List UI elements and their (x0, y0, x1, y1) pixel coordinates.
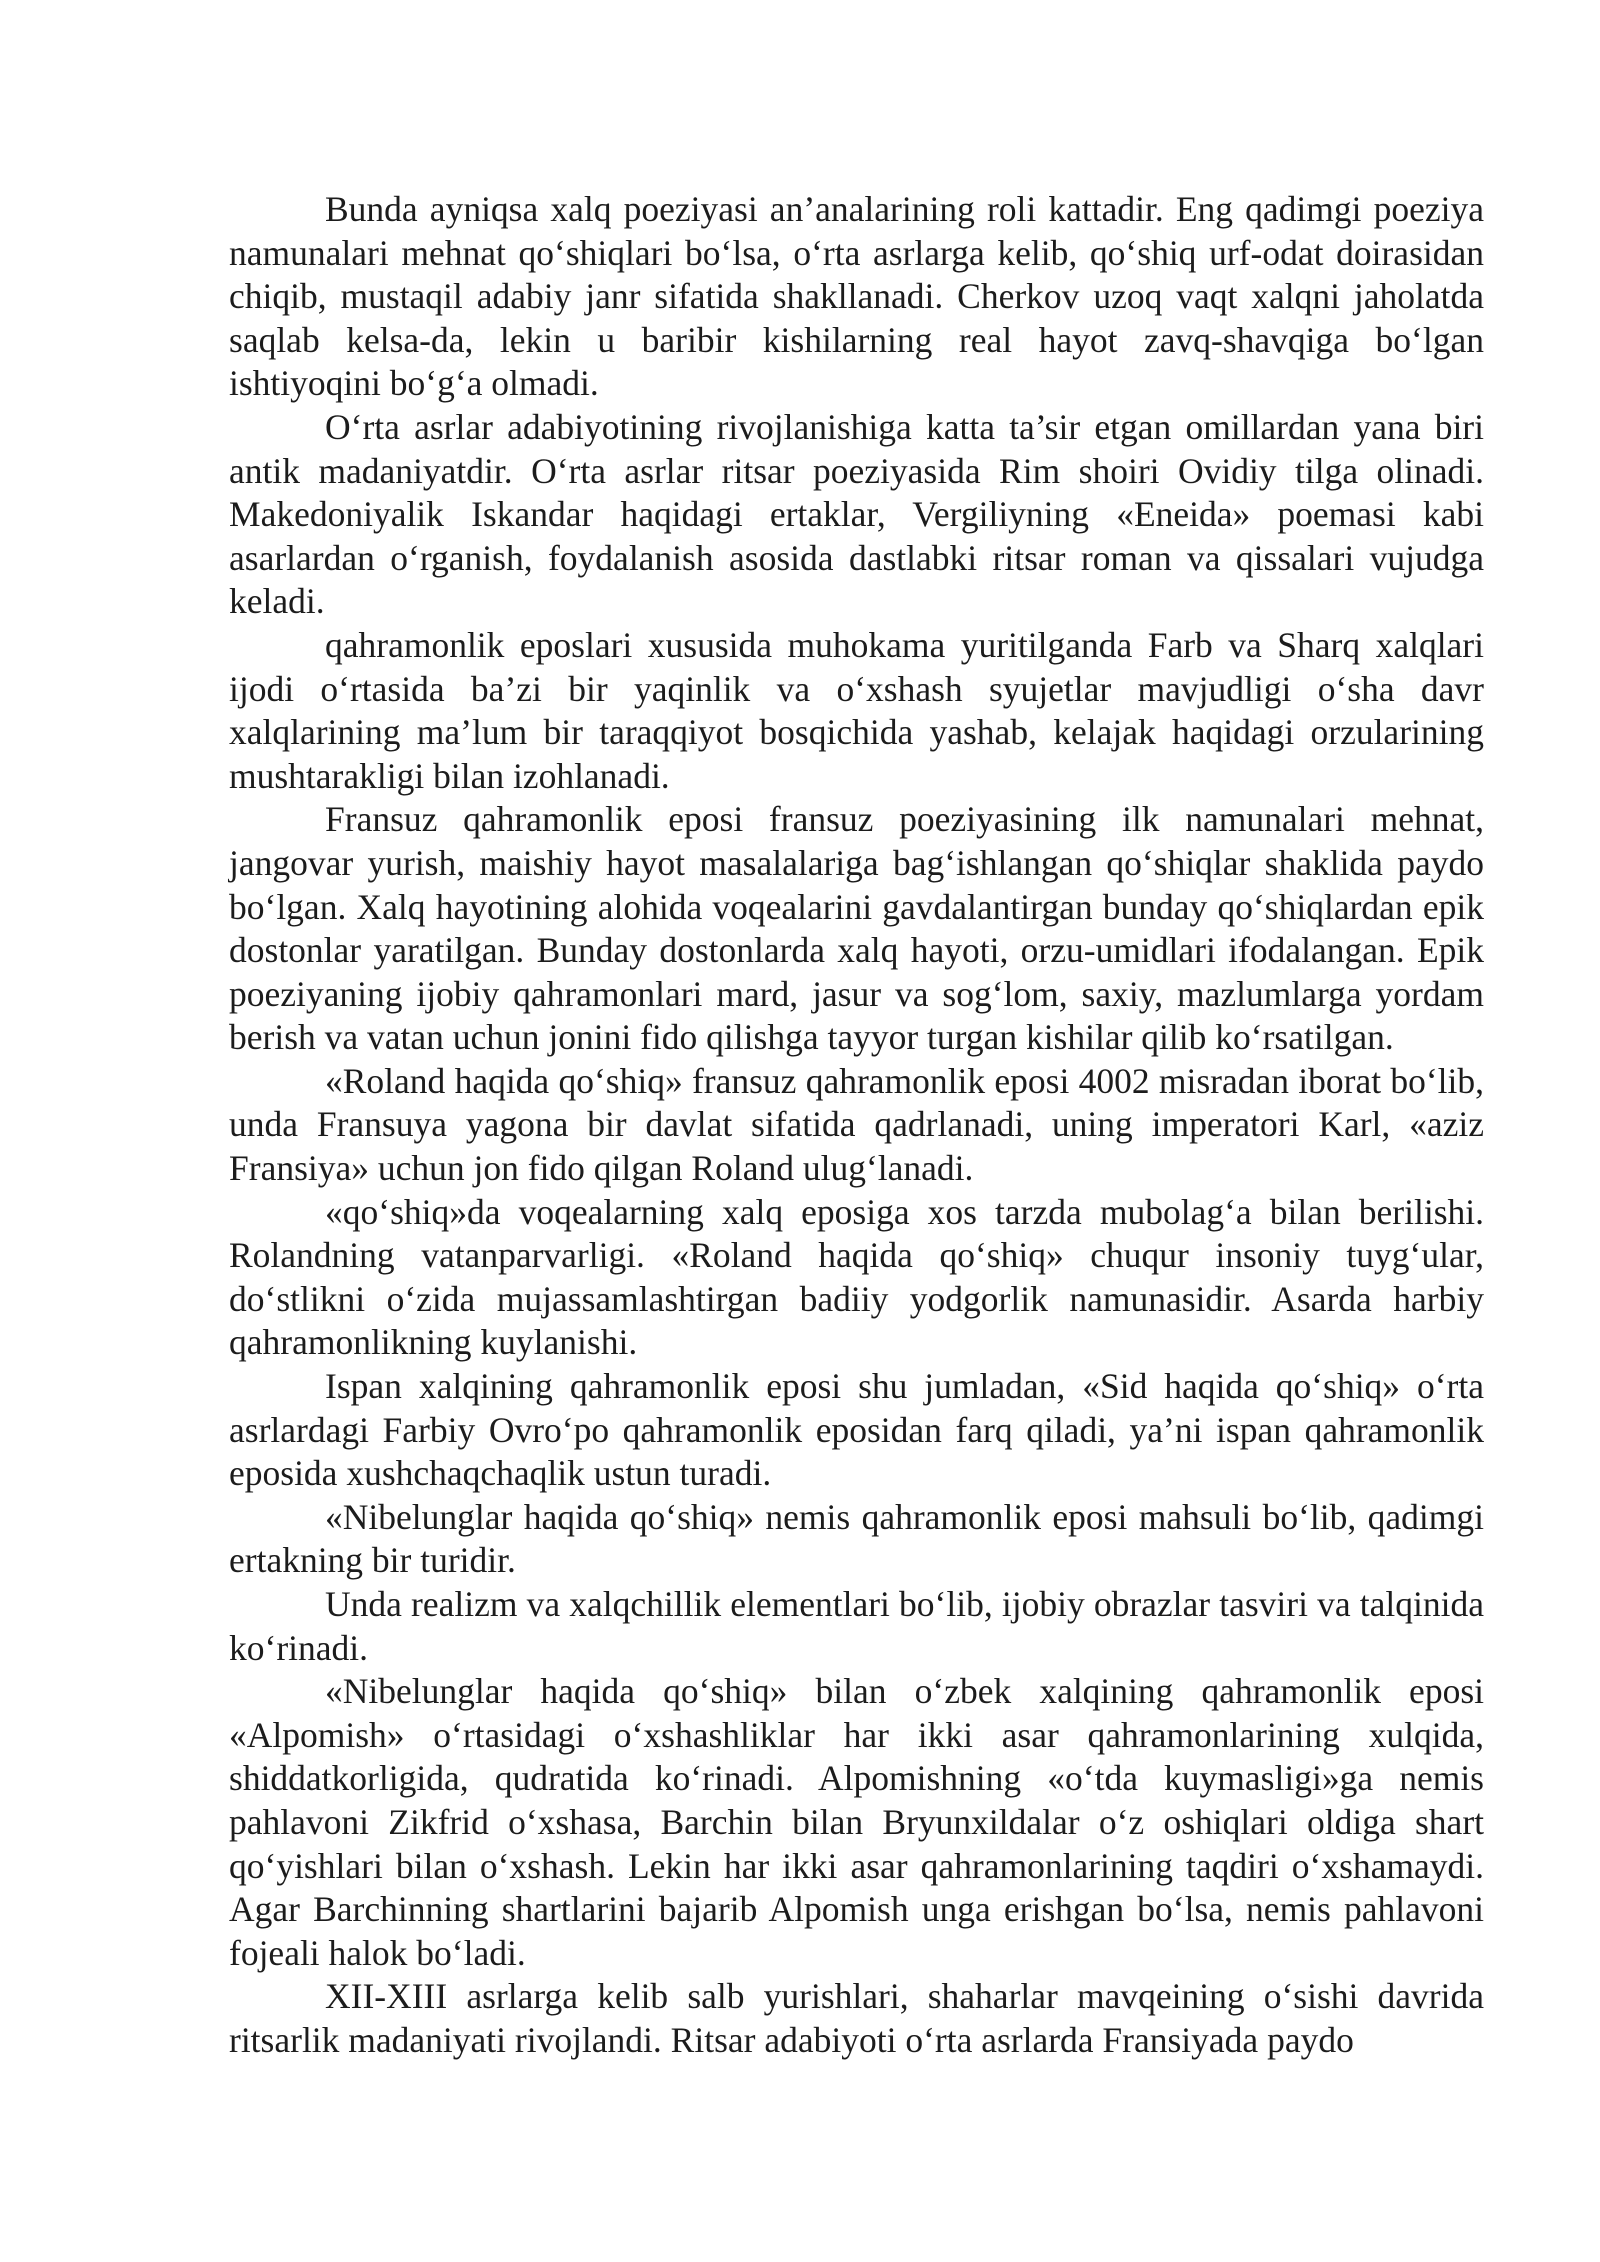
paragraph-9: Unda realizm va xalqchillik elementlari bo‘lib, ijobiy obrazlar tasviri va talqinida ko‘rinadi. (229, 1584, 1484, 1668)
paragraph-1: Bunda ayniqsa xalq poeziyasi an’analarining roli kattadir. Eng qadimgi poeziya namunalari mehnat qo‘shiqlari bo‘lsa, o‘rta asrlarga kelib, qo‘shiq urf-odat doirasidan chiqib, mustaqil adabiy janr sifatida shakllanadi. Cherkov uzoq vaqt xalqni jaholatda saqlab kelsa-da, lekin u baribir kishilarning real hayot zavq-shavqiga bo‘lgan ishtiyoqini bo‘g‘a olmadi. (229, 189, 1484, 404)
paragraph-8: «Nibelunglar haqida qo‘shiq» nemis qahramonlik eposi mahsuli bo‘lib, qadimgi ertakning bir turidir. (229, 1496, 1484, 1581)
paragraph-4: Fransuz qahramonlik eposi fransuz poeziyasining ilk namunalari mehnat, jangovar yurish, maishiy hayot masalalariga bag‘ishlangan qo‘shiqlar shaklida paydo bo‘lgan. Xalq hayotining alohida voqealarini gavdalantirgan bunday qo‘shiqlardan epik dostonlar yaratilgan. Bunday dostonlarda xalq hayoti, orzu-umidlari ifodalangan. Epik poeziyaning ijobiy qahramonlari mard, jasur va sog‘lom, saxiy, mazlumlarga yordam berish va vatan uchun jonini fido qilishga tayyor turgan kishilar qilib ko‘rsatilgan. (229, 799, 1484, 1058)
paragraph-6: «qo‘shiq»da voqealarning xalq eposiga xos tarzda mubolag‘a bilan berilishi. Rolandning vatanparvarligi. «Roland haqida qo‘shiq» chuqur insoniy tuyg‘ular, do‘stlikni o‘zida mujassamlashtirgan badiiy yodgorlik namunasidir. Asarda harbiy qahramonlikning kuylanishi. (229, 1191, 1484, 1363)
document-page (229, 188, 1484, 2063)
paragraph-3: qahramonlik eposlari xususida muhokama yuritilganda Farb va Sharq xalqlari ijodi o‘rtasida ba’zi bir yaqinlik va o‘xshash syujetlar mavjudligi o‘sha davr xalqlarining ma’lum bir taraqqiyot bosqichida yashab, kelajak haqidagi orzularining mushtarakligi bilan izohlanadi. (229, 624, 1484, 796)
paragraph-10: «Nibelunglar haqida qo‘shiq» bilan o‘zbek xalqining qahramonlik eposi «Alpomish» o‘rtasidagi o‘xshashliklar har ikki asar qahramonlarining xulqida, shiddatkorligida, qudratida ko‘rinadi. Alpomishning «o‘tda kuymasligi»ga nemis pahlavoni Zikfrid o‘xshasa, Barchin bilan Bryunxildalar o‘z oshiqlari oldiga shart qo‘yishlari bilan o‘xshash. Lekin har ikki asar qahramonlarining taqdiri o‘xshamaydi. Agar Barchinning shartlarini bajarib Alpomish unga erishgan bo‘lsa, nemis pahlavoni fojeali halok bo‘ladi. (229, 1671, 1484, 1973)
paragraph-5: «Roland haqida qo‘shiq» fransuz qahramonlik eposi 4002 misradan iborat bo‘lib, unda Fransuya yagona bir davlat sifatida qadrlanadi, uning imperatori Karl, «aziz Fransiya» uchun jon fido qilgan Roland ulug‘lanadi. (229, 1060, 1484, 1189)
paragraph-11: XII-XIII asrlarga kelib salb yurishlari, shaharlar mavqeining o‘sishi davrida ritsarlik madaniyati rivojlandi. Ritsar adabiyoti o‘rta asrlarda Fransiyada paydo (229, 1976, 1484, 2060)
paragraph-7: Ispan xalqining qahramonlik eposi shu jumladan, «Sid haqida qo‘shiq» o‘rta asrlardagi Farbiy Ovro‘po qahramonlik eposidan farq qiladi, ya’ni ispan qahramonlik eposida xushchaqchaqlik ustun turadi. (229, 1366, 1484, 1494)
paragraph-2: O‘rta asrlar adabiyotining rivojlanishiga katta ta’sir etgan omillardan yana biri antik madaniyatdir. O‘rta asrlar ritsar poeziyasida Rim shoiri Ovidiy tilga olinadi. Makedoniyalik Iskandar haqidagi ertaklar, Vergiliyning «Eneida» poemasi kabi asarlardan o‘rganish, foydalanish asosida dastlabki ritsar roman va qissalari vujudga keladi. (229, 406, 1484, 622)
